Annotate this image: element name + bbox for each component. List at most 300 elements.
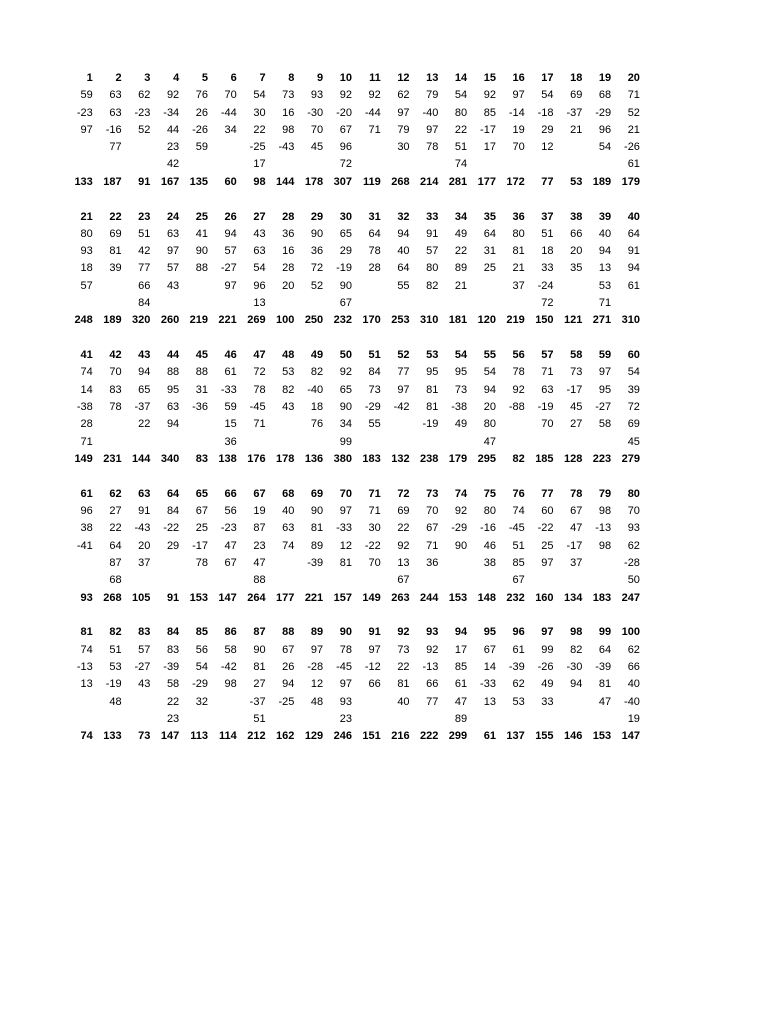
cell[interactable] bbox=[93, 434, 122, 451]
cell[interactable]: 20 bbox=[138, 539, 151, 552]
cell[interactable] bbox=[410, 434, 439, 451]
cell[interactable]: 71 bbox=[253, 418, 266, 431]
cell[interactable]: 69 bbox=[310, 487, 324, 500]
cell[interactable] bbox=[208, 156, 237, 173]
cell[interactable] bbox=[381, 711, 410, 728]
cell[interactable]: 68 bbox=[282, 487, 295, 500]
cell[interactable] bbox=[582, 711, 611, 728]
cell[interactable]: 83 bbox=[138, 626, 151, 639]
cell[interactable]: 54 bbox=[541, 89, 554, 102]
cell[interactable]: 64 bbox=[598, 643, 612, 656]
cell[interactable]: 113 bbox=[190, 730, 208, 743]
cell[interactable]: 89 bbox=[310, 626, 324, 639]
cell[interactable]: -38 bbox=[451, 401, 468, 414]
cell[interactable]: 93 bbox=[627, 522, 640, 535]
cell[interactable]: 67 bbox=[483, 643, 496, 656]
cell[interactable]: 51 bbox=[109, 643, 122, 656]
cell[interactable]: 9 bbox=[317, 72, 324, 84]
cell[interactable]: 67 bbox=[570, 505, 583, 518]
cell[interactable]: 105 bbox=[132, 591, 151, 604]
cell[interactable]: 67 bbox=[253, 487, 266, 500]
cell[interactable]: 73 bbox=[397, 643, 410, 656]
cell[interactable] bbox=[294, 156, 323, 173]
cell[interactable]: 95 bbox=[426, 366, 439, 379]
cell[interactable]: 52 bbox=[138, 123, 151, 136]
cell[interactable]: 37 bbox=[541, 210, 554, 223]
cell[interactable]: 380 bbox=[333, 452, 352, 465]
cell[interactable] bbox=[381, 295, 410, 312]
cell[interactable]: 187 bbox=[103, 175, 122, 188]
cell[interactable]: 77 bbox=[426, 695, 439, 708]
cell[interactable] bbox=[438, 572, 467, 589]
cell[interactable]: -44 bbox=[364, 106, 381, 119]
cell[interactable] bbox=[323, 572, 352, 589]
cell[interactable] bbox=[496, 434, 525, 451]
cell[interactable]: 22 bbox=[109, 522, 122, 535]
cell[interactable]: 151 bbox=[362, 730, 381, 743]
cell[interactable]: 36 bbox=[282, 227, 295, 240]
cell[interactable]: 30 bbox=[339, 210, 352, 223]
cell[interactable]: -29 bbox=[595, 106, 612, 119]
cell[interactable]: 73 bbox=[282, 89, 295, 102]
cell[interactable]: -30 bbox=[307, 106, 324, 119]
cell[interactable]: 13 bbox=[80, 678, 93, 691]
cell[interactable] bbox=[93, 156, 122, 173]
cell[interactable] bbox=[266, 572, 295, 589]
cell[interactable]: 17 bbox=[483, 141, 496, 154]
cell[interactable] bbox=[150, 295, 179, 312]
cell[interactable]: 53 bbox=[109, 660, 122, 673]
cell[interactable]: 57 bbox=[166, 262, 180, 275]
cell[interactable]: 66 bbox=[627, 660, 640, 673]
cell[interactable]: 91 bbox=[627, 245, 640, 258]
cell[interactable]: 29 bbox=[541, 123, 554, 136]
cell[interactable]: 172 bbox=[506, 175, 525, 188]
cell[interactable]: 26 bbox=[195, 106, 208, 119]
cell[interactable]: 114 bbox=[219, 730, 237, 743]
cell[interactable]: 34 bbox=[454, 210, 468, 223]
cell[interactable]: 56 bbox=[195, 643, 208, 656]
cell[interactable]: 99 bbox=[598, 626, 612, 639]
cell[interactable]: 91 bbox=[368, 626, 381, 639]
cell[interactable]: -27 bbox=[595, 401, 612, 414]
cell[interactable]: 50 bbox=[339, 349, 352, 362]
cell[interactable] bbox=[179, 278, 208, 295]
cell[interactable]: 85 bbox=[195, 626, 208, 639]
cell[interactable] bbox=[496, 156, 525, 173]
cell[interactable]: 28 bbox=[282, 262, 295, 275]
cell[interactable]: -42 bbox=[393, 401, 410, 414]
cell[interactable]: 238 bbox=[420, 452, 439, 465]
cell[interactable]: 35 bbox=[570, 262, 583, 275]
cell[interactable] bbox=[554, 295, 583, 312]
cell[interactable]: 85 bbox=[512, 556, 525, 569]
cell[interactable]: 71 bbox=[627, 89, 640, 102]
cell[interactable]: -88 bbox=[508, 401, 525, 414]
cell[interactable]: 134 bbox=[563, 591, 583, 604]
cell[interactable] bbox=[496, 295, 525, 312]
cell[interactable]: 62 bbox=[397, 89, 410, 102]
cell[interactable]: 80 bbox=[483, 505, 496, 518]
cell[interactable]: 71 bbox=[598, 297, 612, 310]
cell[interactable]: 49 bbox=[541, 678, 554, 691]
cell[interactable]: 78 bbox=[195, 556, 208, 569]
cell[interactable]: 22 bbox=[138, 418, 151, 431]
cell[interactable]: 51 bbox=[541, 227, 554, 240]
cell[interactable]: 22 bbox=[454, 123, 468, 136]
cell[interactable]: 16 bbox=[282, 245, 295, 258]
cell[interactable]: 43 bbox=[282, 401, 295, 414]
cell[interactable] bbox=[582, 572, 611, 589]
cell[interactable]: 271 bbox=[592, 314, 612, 327]
cell[interactable]: 55 bbox=[483, 349, 496, 362]
cell[interactable]: -33 bbox=[480, 678, 496, 691]
cell[interactable]: 179 bbox=[448, 452, 468, 465]
cell[interactable]: 95 bbox=[483, 626, 496, 639]
cell[interactable]: 28 bbox=[282, 210, 295, 223]
cell[interactable]: 120 bbox=[477, 314, 496, 327]
cell[interactable]: 97 bbox=[339, 678, 352, 691]
cell[interactable]: 82 bbox=[109, 626, 122, 639]
cell[interactable]: 36 bbox=[224, 435, 237, 448]
cell[interactable]: -19 bbox=[336, 262, 352, 275]
cell[interactable]: 43 bbox=[138, 678, 151, 691]
cell[interactable]: 72 bbox=[397, 487, 410, 500]
cell[interactable] bbox=[352, 572, 381, 589]
cell[interactable] bbox=[237, 434, 266, 451]
cell[interactable]: 23 bbox=[253, 539, 266, 552]
cell[interactable]: 94 bbox=[397, 227, 410, 240]
cell[interactable]: 19 bbox=[253, 505, 266, 518]
cell[interactable]: 30 bbox=[368, 522, 381, 535]
cell[interactable]: 177 bbox=[477, 175, 496, 188]
cell[interactable]: 31 bbox=[483, 245, 496, 258]
cell[interactable] bbox=[208, 694, 237, 711]
cell[interactable]: 57 bbox=[541, 349, 554, 362]
cell[interactable]: 264 bbox=[247, 591, 266, 604]
cell[interactable]: 82 bbox=[310, 366, 324, 379]
cell[interactable]: -36 bbox=[192, 401, 208, 414]
cell[interactable]: 47 bbox=[598, 695, 612, 708]
cell[interactable]: 221 bbox=[304, 591, 324, 604]
cell[interactable]: 153 bbox=[592, 730, 612, 743]
cell[interactable]: 88 bbox=[166, 366, 180, 379]
cell[interactable]: 147 bbox=[218, 591, 237, 604]
cell[interactable]: 54 bbox=[195, 660, 208, 673]
cell[interactable]: 320 bbox=[132, 314, 151, 327]
cell[interactable]: 160 bbox=[535, 591, 554, 604]
cell[interactable] bbox=[352, 295, 381, 312]
cell[interactable]: 67 bbox=[512, 574, 525, 587]
cell[interactable]: 25 bbox=[195, 210, 208, 223]
cell[interactable] bbox=[208, 139, 237, 156]
cell[interactable]: 73 bbox=[368, 383, 381, 396]
cell[interactable]: 70 bbox=[512, 141, 525, 154]
cell[interactable]: 74 bbox=[282, 539, 295, 552]
cell[interactable]: 71 bbox=[368, 487, 381, 500]
cell[interactable]: 95 bbox=[454, 366, 468, 379]
cell[interactable]: -22 bbox=[364, 539, 381, 552]
cell[interactable]: 307 bbox=[333, 175, 352, 188]
cell[interactable]: 41 bbox=[195, 227, 208, 240]
cell[interactable] bbox=[525, 156, 554, 173]
cell[interactable]: 20 bbox=[282, 279, 295, 292]
cell[interactable]: 61 bbox=[80, 487, 93, 500]
cell[interactable]: 22 bbox=[397, 522, 410, 535]
cell[interactable] bbox=[467, 572, 496, 589]
cell[interactable]: 179 bbox=[621, 175, 640, 188]
cell[interactable]: 39 bbox=[109, 262, 122, 275]
cell[interactable]: 63 bbox=[253, 245, 266, 258]
cell[interactable]: 81 bbox=[426, 383, 439, 396]
cell[interactable]: -41 bbox=[76, 539, 93, 552]
cell[interactable]: 62 bbox=[627, 539, 640, 552]
cell[interactable]: 178 bbox=[304, 175, 324, 188]
cell[interactable]: -40 bbox=[422, 106, 439, 119]
cell[interactable]: 92 bbox=[339, 89, 352, 102]
cell[interactable]: 90 bbox=[310, 505, 324, 518]
cell[interactable]: 60 bbox=[627, 349, 640, 362]
cell[interactable]: 268 bbox=[391, 175, 410, 188]
cell[interactable]: 90 bbox=[310, 227, 324, 240]
cell[interactable]: -38 bbox=[76, 401, 93, 414]
cell[interactable]: 70 bbox=[109, 366, 122, 379]
cell[interactable]: 61 bbox=[224, 366, 237, 379]
cell[interactable]: -29 bbox=[451, 522, 468, 535]
cell[interactable]: 91 bbox=[166, 591, 180, 604]
cell[interactable]: 95 bbox=[598, 383, 612, 396]
cell[interactable]: 54 bbox=[454, 349, 468, 362]
cell[interactable]: 81 bbox=[426, 401, 439, 414]
cell[interactable] bbox=[410, 572, 439, 589]
cell[interactable]: 51 bbox=[512, 539, 525, 552]
cell[interactable]: 244 bbox=[420, 591, 439, 604]
cell[interactable]: 77 bbox=[541, 487, 554, 500]
cell[interactable]: 59 bbox=[598, 349, 612, 362]
cell[interactable] bbox=[266, 555, 295, 572]
cell[interactable]: 90 bbox=[339, 401, 352, 414]
cell[interactable]: 54 bbox=[627, 366, 640, 379]
cell[interactable] bbox=[294, 434, 323, 451]
cell[interactable]: 53 bbox=[512, 695, 525, 708]
cell[interactable] bbox=[410, 156, 439, 173]
cell[interactable]: 42 bbox=[166, 158, 180, 171]
cell[interactable]: 250 bbox=[304, 314, 324, 327]
cell[interactable]: 13 bbox=[426, 72, 439, 84]
cell[interactable]: 77 bbox=[541, 175, 554, 188]
cell[interactable]: 97 bbox=[541, 626, 554, 639]
cell[interactable]: 88 bbox=[195, 262, 208, 275]
cell[interactable]: 18 bbox=[80, 262, 93, 275]
cell[interactable]: 70 bbox=[339, 487, 352, 500]
cell[interactable]: 85 bbox=[454, 660, 468, 673]
cell[interactable]: 181 bbox=[448, 314, 468, 327]
cell[interactable]: 84 bbox=[138, 297, 151, 310]
cell[interactable] bbox=[266, 711, 295, 728]
cell[interactable]: 146 bbox=[563, 730, 583, 743]
cell[interactable]: 55 bbox=[368, 418, 381, 431]
cell[interactable]: 132 bbox=[391, 452, 410, 465]
cell[interactable]: 72 bbox=[541, 297, 554, 310]
cell[interactable]: 99 bbox=[541, 643, 554, 656]
cell[interactable]: 17 bbox=[541, 72, 554, 84]
cell[interactable]: 61 bbox=[454, 678, 468, 691]
cell[interactable]: -28 bbox=[307, 660, 324, 673]
cell[interactable]: 37 bbox=[570, 556, 583, 569]
cell[interactable]: 219 bbox=[506, 314, 525, 327]
cell[interactable]: 40 bbox=[282, 505, 295, 518]
cell[interactable]: 21 bbox=[454, 279, 468, 292]
cell[interactable]: 21 bbox=[570, 123, 583, 136]
cell[interactable]: 87 bbox=[109, 556, 122, 569]
cell[interactable]: 19 bbox=[627, 712, 640, 725]
cell[interactable] bbox=[122, 156, 151, 173]
cell[interactable]: 51 bbox=[138, 227, 151, 240]
cell[interactable]: 97 bbox=[224, 279, 237, 292]
cell[interactable]: 144 bbox=[132, 452, 151, 465]
cell[interactable]: 47 bbox=[483, 435, 496, 448]
cell[interactable]: 49 bbox=[310, 349, 324, 362]
cell[interactable]: 74 bbox=[454, 487, 468, 500]
cell[interactable]: 23 bbox=[166, 141, 180, 154]
cell[interactable]: 29 bbox=[339, 245, 352, 258]
cell[interactable]: -39 bbox=[163, 660, 180, 673]
cell[interactable] bbox=[352, 139, 381, 156]
cell[interactable]: 22 bbox=[454, 245, 468, 258]
cell[interactable]: 52 bbox=[310, 279, 324, 292]
cell[interactable]: 14 bbox=[80, 383, 93, 396]
cell[interactable]: 71 bbox=[368, 505, 381, 518]
cell[interactable]: -43 bbox=[278, 141, 295, 154]
cell[interactable]: 21 bbox=[627, 123, 640, 136]
cell[interactable]: 30 bbox=[397, 141, 410, 154]
cell[interactable]: -22 bbox=[163, 522, 180, 535]
cell[interactable]: 94 bbox=[627, 262, 640, 275]
cell[interactable]: -25 bbox=[249, 141, 266, 154]
cell[interactable]: 53 bbox=[282, 366, 295, 379]
cell[interactable]: 33 bbox=[426, 210, 439, 223]
cell[interactable]: 55 bbox=[397, 279, 410, 292]
cell[interactable]: 11 bbox=[369, 72, 381, 84]
cell[interactable] bbox=[438, 555, 467, 572]
cell[interactable]: 138 bbox=[218, 452, 237, 465]
cell[interactable]: 44 bbox=[166, 349, 180, 362]
cell[interactable]: 78 bbox=[109, 401, 122, 414]
cell[interactable]: 76 bbox=[512, 487, 525, 500]
cell[interactable]: 20 bbox=[627, 72, 640, 84]
cell[interactable]: 25 bbox=[541, 539, 554, 552]
cell[interactable]: -19 bbox=[105, 678, 122, 691]
cell[interactable]: 92 bbox=[512, 383, 525, 396]
cell[interactable]: 56 bbox=[512, 349, 525, 362]
cell[interactable] bbox=[352, 156, 381, 173]
cell[interactable]: 97 bbox=[426, 123, 439, 136]
cell[interactable]: 47 bbox=[253, 349, 266, 362]
cell[interactable]: 28 bbox=[368, 262, 381, 275]
cell[interactable] bbox=[294, 295, 323, 312]
cell[interactable]: 42 bbox=[138, 245, 151, 258]
cell[interactable]: 66 bbox=[426, 678, 439, 691]
cell[interactable]: 63 bbox=[109, 89, 122, 102]
cell[interactable]: 54 bbox=[253, 262, 266, 275]
cell[interactable]: 212 bbox=[247, 730, 266, 743]
cell[interactable]: 83 bbox=[109, 383, 122, 396]
cell[interactable]: 10 bbox=[339, 72, 352, 84]
cell[interactable]: -45 bbox=[249, 401, 266, 414]
cell[interactable]: 27 bbox=[253, 678, 266, 691]
cell[interactable]: 17 bbox=[454, 643, 468, 656]
cell[interactable] bbox=[352, 278, 381, 295]
cell[interactable]: 31 bbox=[368, 210, 381, 223]
cell[interactable]: 5 bbox=[201, 72, 208, 84]
cell[interactable]: 54 bbox=[454, 89, 468, 102]
cell[interactable]: 96 bbox=[339, 141, 352, 154]
cell[interactable]: 92 bbox=[166, 89, 180, 102]
cell[interactable]: -45 bbox=[508, 522, 525, 535]
cell[interactable] bbox=[554, 156, 583, 173]
cell[interactable]: 96 bbox=[80, 505, 93, 518]
cell[interactable] bbox=[266, 416, 295, 433]
cell[interactable]: 78 bbox=[253, 383, 266, 396]
cell[interactable]: 189 bbox=[103, 314, 122, 327]
cell[interactable]: 162 bbox=[276, 730, 295, 743]
cell[interactable]: 64 bbox=[166, 487, 180, 500]
cell[interactable]: 25 bbox=[483, 262, 496, 275]
cell[interactable]: 78 bbox=[512, 366, 525, 379]
cell[interactable]: -39 bbox=[595, 660, 612, 673]
cell[interactable]: 63 bbox=[138, 487, 151, 500]
cell[interactable]: 63 bbox=[282, 522, 295, 535]
cell[interactable]: 18 bbox=[570, 72, 583, 84]
cell[interactable]: 64 bbox=[397, 262, 410, 275]
cell[interactable]: 189 bbox=[592, 175, 612, 188]
cell[interactable]: 36 bbox=[426, 556, 439, 569]
cell[interactable]: 48 bbox=[310, 695, 324, 708]
cell[interactable]: 31 bbox=[195, 383, 208, 396]
cell[interactable]: 92 bbox=[426, 643, 439, 656]
cell[interactable] bbox=[64, 156, 93, 173]
cell[interactable]: 59 bbox=[80, 89, 93, 102]
cell[interactable]: 96 bbox=[253, 279, 266, 292]
cell[interactable]: 86 bbox=[224, 626, 237, 639]
cell[interactable]: 137 bbox=[506, 730, 525, 743]
cell[interactable]: 26 bbox=[224, 210, 237, 223]
cell[interactable]: 29 bbox=[166, 539, 180, 552]
cell[interactable]: 119 bbox=[363, 175, 381, 188]
cell[interactable]: 98 bbox=[253, 175, 266, 188]
cell[interactable]: 54 bbox=[483, 366, 496, 379]
cell[interactable]: 48 bbox=[282, 349, 295, 362]
cell[interactable]: 247 bbox=[621, 591, 640, 604]
cell[interactable]: 43 bbox=[166, 279, 180, 292]
cell[interactable]: 82 bbox=[512, 452, 525, 465]
cell[interactable]: 66 bbox=[138, 279, 151, 292]
cell[interactable]: 30 bbox=[253, 106, 266, 119]
cell[interactable] bbox=[381, 434, 410, 451]
cell[interactable]: -19 bbox=[537, 401, 554, 414]
cell[interactable] bbox=[381, 416, 410, 433]
cell[interactable]: 84 bbox=[368, 366, 381, 379]
cell[interactable]: 90 bbox=[339, 279, 352, 292]
cell[interactable]: 93 bbox=[310, 89, 324, 102]
cell[interactable]: 80 bbox=[426, 262, 439, 275]
cell[interactable]: -13 bbox=[595, 522, 612, 535]
cell[interactable]: 65 bbox=[195, 487, 208, 500]
cell[interactable] bbox=[208, 572, 237, 589]
cell[interactable]: 13 bbox=[598, 262, 612, 275]
cell[interactable] bbox=[294, 711, 323, 728]
cell[interactable]: 47 bbox=[224, 539, 237, 552]
